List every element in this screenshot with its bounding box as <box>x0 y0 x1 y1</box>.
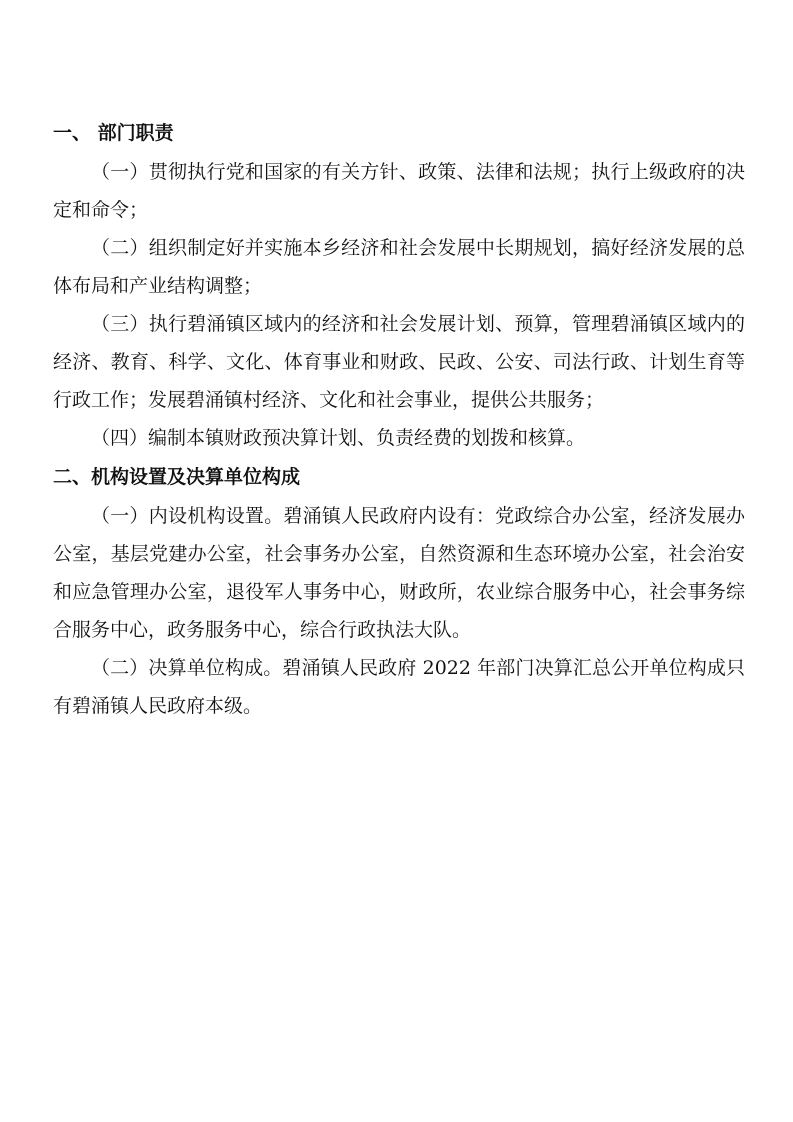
paragraph-duty-3: （三）执行碧涌镇区域内的经济和社会发展计划、预算，管理碧涌镇区域内的经济、教育、科学、文化、体育事业和财政、民政、公安、司法行政、计划生育等行政工作；发展碧涌镇村经济、文化和社会事业，提供公共服务； <box>53 313 745 411</box>
section-heading-organization: 二、机构设置及决算单位构成 <box>53 466 301 488</box>
paragraph-duty-2: （二）组织制定好并实施本乡经济和社会发展中长期规划，搞好经济发展的总体布局和产业结构调整； <box>53 237 745 297</box>
paragraph-accounting-units: （二）决算单位构成。碧涌镇人民政府 2022 年部门决算汇总公开单位构成只有碧涌镇人民政府本级。 <box>53 657 745 717</box>
section-heading-duties: 一、 部门职责 <box>53 122 174 144</box>
section-organization <box>53 457 745 725</box>
document-body <box>53 113 745 725</box>
paragraph-internal-institutions: （一）内设机构设置。碧涌镇人民政府内设有：党政综合办公室，经济发展办公室，基层党建办公室，社会事务办公室，自然资源和生态环境办公室，社会治安和应急管理办公室，退役军人事务中心，财政所，农业综合服务中心，社会事务综合服务中心，政务服务中心，综合行政执法大队。 <box>53 505 745 641</box>
section-department-duties <box>53 113 745 457</box>
paragraph-duty-4: （四）编制本镇财政预决算计划、负责经费的划拨和核算。 <box>91 427 586 449</box>
paragraph-duty-1: （一）贯彻执行党和国家的有关方针、政策、法律和法规；执行上级政府的决定和命令； <box>53 161 745 221</box>
